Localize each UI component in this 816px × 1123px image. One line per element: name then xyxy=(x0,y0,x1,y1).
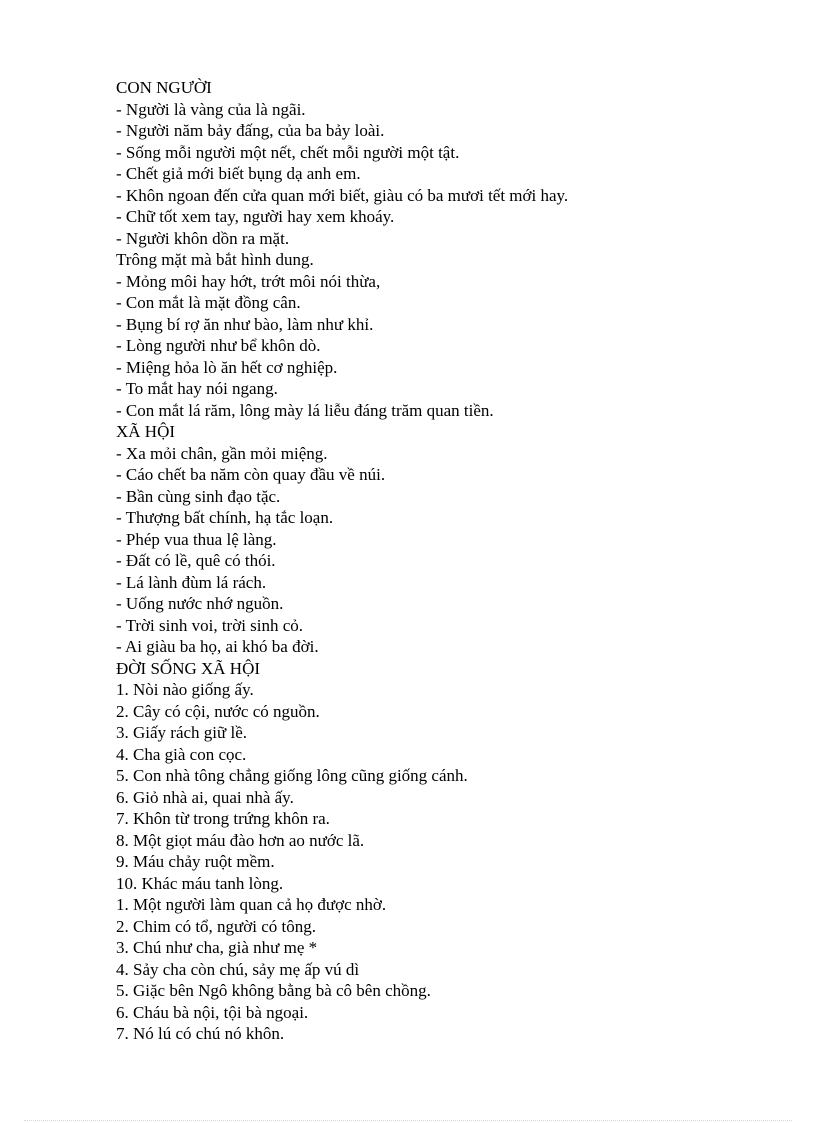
text-line: - Thượng bất chính, hạ tắc loạn. xyxy=(116,508,334,527)
text-line: - Chết giả mới biết bụng dạ anh em. xyxy=(116,164,361,183)
text-line: - Ai giàu ba họ, ai khó ba đời. xyxy=(116,637,319,656)
text-line: - Lá lành đùm lá rách. xyxy=(116,572,267,592)
text-line: Trông mặt mà bắt hình dung. xyxy=(116,250,314,269)
text-line: 3. Giấy rách giữ lề. xyxy=(116,723,248,742)
text-line: - Chữ tốt xem tay, người hay xem khoáy. xyxy=(116,207,395,226)
text-line: - Người khôn dồn ra mặt. xyxy=(116,228,290,248)
text-line: 7. Khôn từ trong trứng khôn ra. xyxy=(116,809,330,828)
text-line: - Trời sinh voi, trời sinh cỏ. xyxy=(116,615,304,635)
text-line: 1. Nòi nào giống ấy. xyxy=(116,680,254,699)
text-line: 2. Chim có tổ, người có tông. xyxy=(116,916,316,936)
text-line: 6. Cháu bà nội, tội bà ngoại. xyxy=(116,1002,309,1022)
text-line: - Bần cùng sinh đạo tặc. xyxy=(116,486,281,506)
text-line: - Lòng người như bể khôn dò. xyxy=(116,336,321,355)
text-line: - Con mắt lá răm, lông mày lá liễu đáng trăm quan tiền. xyxy=(116,400,494,420)
text-line: - Phép vua thua lệ làng. xyxy=(116,529,277,549)
text-line: 7. Nó lú có chú nó khôn. xyxy=(116,1024,285,1043)
text-line: - Con mắt là mặt đồng cân. xyxy=(116,293,301,312)
text-line: 1. Một người làm quan cả họ được nhờ. xyxy=(116,895,387,914)
text-line: 5. Giặc bên Ngô không bằng bà cô bên chồng. xyxy=(116,981,431,1000)
text-line: - Cáo chết ba năm còn quay đầu về núi. xyxy=(116,465,386,484)
text-line: 2. Cây có cội, nước có nguồn. xyxy=(116,701,320,721)
document-body xyxy=(116,77,716,1045)
text-line: 6. Giỏ nhà ai, quai nhà ấy. xyxy=(116,787,294,807)
text-line: - Khôn ngoan đến cửa quan mới biết, giàu có ba mươi tết mới hay. xyxy=(116,185,569,205)
text-line: - Bụng bí rợ ăn như bào, làm như khỉ. xyxy=(116,314,374,334)
text-line: 5. Con nhà tông chẳng giống lông cũng giống cánh. xyxy=(116,766,468,785)
text-line: - Người năm bảy đấng, của ba bảy loài. xyxy=(116,121,385,140)
text-line: 3. Chú như cha, già như mẹ * xyxy=(116,938,318,957)
text-line: XÃ HỘI xyxy=(116,422,176,441)
page-bottom-edge xyxy=(24,1120,792,1121)
text-line: - Đất có lề, quê có thói. xyxy=(116,551,276,570)
text-line: ĐỜI SỐNG XÃ HỘI xyxy=(116,658,261,678)
text-line: - Người là vàng của là ngãi. xyxy=(116,99,306,119)
text-line: CON NGƯỜI xyxy=(116,78,212,97)
text-line: 8. Một giọt máu đào hơn ao nước lã. xyxy=(116,830,365,850)
text-line: 9. Máu chảy ruột mềm. xyxy=(116,852,275,871)
text-line: 4. Sảy cha còn chú, sảy mẹ ấp vú dì xyxy=(116,959,360,979)
text-line: - Sống mỗi người một nết, chết mỗi người một tật. xyxy=(116,142,460,162)
text-line: - To mắt hay nói ngang. xyxy=(116,379,278,398)
text-line: - Mỏng môi hay hớt, trớt môi nói thừa, xyxy=(116,271,381,291)
text-line: 4. Cha già con cọc. xyxy=(116,744,247,764)
text-line: 10. Khác máu tanh lòng. xyxy=(116,873,284,893)
text-line: - Uống nước nhớ nguồn. xyxy=(116,594,284,613)
text-line: - Miệng hỏa lò ăn hết cơ nghiệp. xyxy=(116,357,338,377)
text-line: - Xa mỏi chân, gần mỏi miệng. xyxy=(116,443,328,463)
